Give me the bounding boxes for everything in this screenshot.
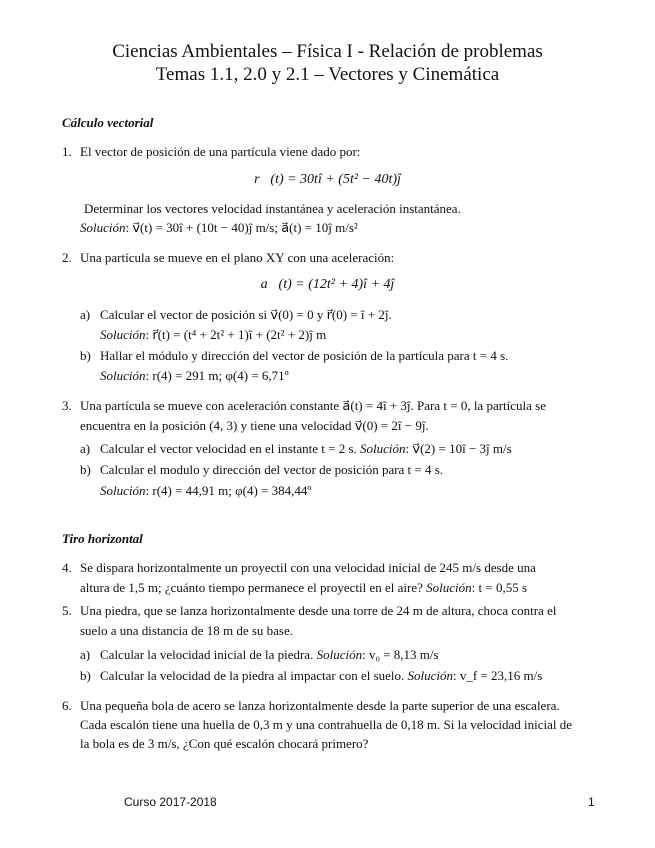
solution-value: : v⃗(2) = 10î − 3ĵ m/s bbox=[405, 441, 512, 456]
problem-5-line-2: suelo a una distancia de 18 m de su base. bbox=[80, 623, 293, 638]
problem-3b-text: Calcular el modulo y dirección del vector de posición para t = 4 s. bbox=[100, 462, 444, 477]
problem-2a-text: Calcular el vector de posición si v⃗(0) = 0 y r⃗(0) = î + 2ĵ. bbox=[100, 307, 392, 322]
solution-label: Solución bbox=[316, 647, 363, 662]
problem-6-line-3: la bola es de 3 m/s, ¿Con qué escalón chocará primero? bbox=[80, 736, 369, 751]
problem-1-equation: r⃗(t) = 30tî + (5t² − 40t)ĵ bbox=[254, 172, 401, 187]
problem-5a-text bbox=[100, 646, 439, 664]
question-text: Calcular la velocidad de la piedra al impactar con el suelo. bbox=[100, 668, 408, 683]
problem-5b-text bbox=[100, 667, 542, 685]
solution-value: : t = 0,55 s bbox=[471, 580, 528, 595]
solution-value: : r⃗(t) = (t⁴ + 2t² + 1)î + (2t² + 2)ĵ m bbox=[145, 327, 327, 342]
problem-2-number: 2. bbox=[62, 250, 72, 265]
question-text: Calcular la velocidad inicial de la piedra. bbox=[100, 647, 317, 662]
footer-page-number: 1 bbox=[588, 795, 595, 809]
solution-label: Solución bbox=[407, 668, 454, 683]
problem-2-equation: a⃗(t) = (12t² + 4)î + 4ĵ bbox=[260, 277, 395, 292]
problem-6-line-2: Cada escalón tiene una huella de 0,3 m y una contrahuella de 0,18 m. Si la velocidad inicial de bbox=[80, 717, 573, 732]
document-subtitle: Temas 1.1, 2.0 y 2.1 – Vectores y Cinemática bbox=[155, 64, 500, 85]
problem-2b-text: Hallar el módulo y dirección del vector de posición de la partícula para t = 4 s. bbox=[100, 348, 509, 363]
solution-label: Solución bbox=[80, 220, 126, 235]
section-heading-tiro: Tiro horizontal bbox=[62, 531, 143, 546]
solution-label: Solución bbox=[100, 327, 146, 342]
problem-1-question: Determinar los vectores velocidad instantánea y aceleración instantánea. bbox=[84, 201, 461, 216]
section-heading-vectorial: Cálculo vectorial bbox=[62, 115, 154, 130]
problem-1-number: 1. bbox=[62, 144, 72, 159]
problem-3b-solution bbox=[100, 482, 311, 500]
problem-3a-text bbox=[100, 440, 512, 458]
problem-4-line-1: Se dispara horizontalmente un proyectil con una velocidad inicial de 245 m/s desde una bbox=[80, 560, 536, 575]
problem-3-number: 3. bbox=[62, 398, 72, 413]
solution-label: Solución bbox=[100, 483, 146, 498]
problem-6-number: 6. bbox=[62, 698, 72, 713]
problem-3b-label: b) bbox=[80, 462, 91, 477]
question-text: Calcular el vector velocidad en el instante t = 2 s. bbox=[100, 441, 361, 456]
solution-label: Solución bbox=[100, 368, 146, 383]
problem-3a-label: a) bbox=[80, 441, 91, 456]
footer-course: Curso 2017-2018 bbox=[124, 795, 217, 809]
problem-2a-label: a) bbox=[80, 307, 91, 322]
problem-2b-label: b) bbox=[80, 348, 91, 363]
problem-3-line-2: encuentra en la posición (4, 3) y tiene una velocidad v⃗(0) = 2î − 9ĵ. bbox=[80, 418, 429, 433]
problem-1-solution bbox=[80, 219, 358, 237]
problem-3-line-1: Una partícula se mueve con aceleración constante a⃗(t) = 4î + 3ĵ. Para t = 0, la partícula se bbox=[80, 398, 547, 413]
problem-5b-label: b) bbox=[80, 668, 91, 683]
solution-value: : v₀ = 8,13 m/s bbox=[362, 647, 439, 662]
problem-1-text: El vector de posición de una partícula viene dado por: bbox=[80, 144, 361, 159]
problem-6-line-1: Una pequeña bola de acero se lanza horizontalmente desde la parte superior de una escalera. bbox=[80, 698, 560, 713]
problem-5-number: 5. bbox=[62, 603, 72, 618]
solution-label: Solución bbox=[360, 441, 406, 456]
problem-4-number: 4. bbox=[62, 560, 72, 575]
solution-value: : r(4) = 44,91 m; φ(4) = 384,44º bbox=[145, 483, 312, 498]
question-text: altura de 1,5 m; ¿cuánto tiempo permanece el proyectil en el aire? bbox=[80, 580, 427, 595]
solution-value: : r(4) = 291 m; φ(4) = 6,71º bbox=[145, 368, 289, 383]
problem-4-line-2 bbox=[80, 579, 527, 597]
solution-value: : v⃗(t) = 30î + (10t − 40)ĵ m/s; a⃗(t) = 10ĵ m/s² bbox=[125, 220, 358, 235]
problem-2a-solution bbox=[100, 326, 326, 344]
problem-5a-label: a) bbox=[80, 647, 91, 662]
problem-2-text: Una partícula se mueve en el plano XY con una aceleración: bbox=[80, 250, 395, 265]
document-title: Ciencias Ambientales – Física I - Relación de problemas bbox=[112, 41, 543, 62]
solution-label: Solución bbox=[426, 580, 472, 595]
solution-value: : v_f = 23,16 m/s bbox=[453, 668, 543, 683]
problem-5-line-1: Una piedra, que se lanza horizontalmente desde una torre de 24 m de altura, choca contra el bbox=[80, 603, 557, 618]
problem-2b-solution bbox=[100, 367, 289, 385]
